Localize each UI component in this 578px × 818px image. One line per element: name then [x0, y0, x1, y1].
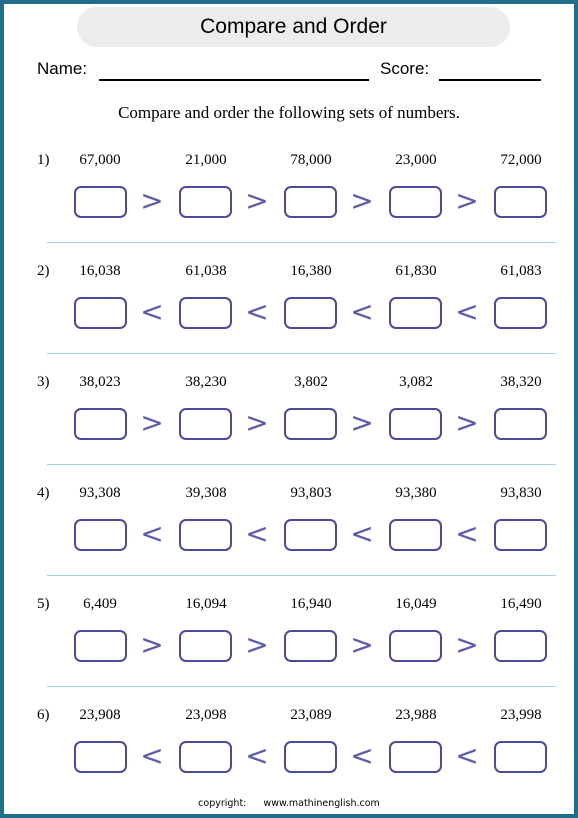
problem-number: 6) — [37, 707, 50, 723]
given-number: 72,000 — [500, 152, 542, 168]
answer-box[interactable] — [74, 408, 127, 440]
less-than-sign: < — [455, 517, 479, 550]
row-divider — [47, 353, 556, 354]
answer-box[interactable] — [284, 408, 337, 440]
problem-row — [4, 140, 574, 251]
greater-than-sign: > — [455, 406, 479, 439]
name-blank-line[interactable] — [99, 79, 369, 81]
problem-number: 2) — [37, 263, 50, 279]
answer-box[interactable] — [179, 519, 232, 551]
given-number: 21,000 — [185, 152, 227, 168]
answer-box[interactable] — [74, 741, 127, 773]
less-than-sign: < — [140, 295, 164, 328]
answer-box[interactable] — [494, 186, 547, 218]
given-number: 93,308 — [79, 485, 121, 501]
given-number: 23,908 — [79, 707, 121, 723]
given-number: 23,988 — [395, 707, 437, 723]
answer-box[interactable] — [494, 741, 547, 773]
name-label: Name: — [37, 59, 88, 78]
answer-box[interactable] — [389, 408, 442, 440]
given-number: 16,049 — [395, 596, 437, 612]
answer-box[interactable] — [74, 630, 127, 662]
given-number: 3,802 — [294, 374, 328, 390]
given-number: 23,098 — [185, 707, 227, 723]
given-number: 93,830 — [500, 485, 542, 501]
given-number: 23,089 — [290, 707, 332, 723]
given-number: 16,094 — [185, 596, 227, 612]
given-number: 3,082 — [399, 374, 433, 390]
given-number: 39,308 — [185, 485, 227, 501]
problem-row — [4, 695, 574, 806]
less-than-sign: < — [245, 517, 269, 550]
problem-number: 5) — [37, 596, 50, 612]
answer-box[interactable] — [179, 630, 232, 662]
problem-number: 4) — [37, 485, 50, 501]
answer-box[interactable] — [389, 519, 442, 551]
given-number: 23,000 — [395, 152, 437, 168]
greater-than-sign: > — [245, 184, 269, 217]
problem-list — [4, 140, 574, 806]
given-number: 23,998 — [500, 707, 542, 723]
problem-number: 3) — [37, 374, 50, 390]
greater-than-sign: > — [350, 406, 374, 439]
given-number: 16,038 — [79, 263, 121, 279]
problem-number: 1) — [37, 152, 50, 168]
answer-box[interactable] — [389, 630, 442, 662]
answer-box[interactable] — [389, 297, 442, 329]
given-number: 16,940 — [290, 596, 332, 612]
row-divider — [47, 242, 556, 243]
row-divider — [47, 575, 556, 576]
answer-box[interactable] — [179, 297, 232, 329]
instructions: Compare and order the following sets of numbers. — [118, 103, 460, 122]
given-number: 61,830 — [395, 263, 437, 279]
greater-than-sign: > — [140, 406, 164, 439]
less-than-sign: < — [245, 739, 269, 772]
less-than-sign: < — [455, 739, 479, 772]
score-label: Score: — [380, 59, 430, 78]
greater-than-sign: > — [245, 628, 269, 661]
answer-box[interactable] — [284, 630, 337, 662]
given-number: 93,803 — [290, 485, 332, 501]
answer-box[interactable] — [179, 408, 232, 440]
given-number: 38,320 — [500, 374, 542, 390]
copyright-label: copyright: — [198, 798, 247, 809]
name-score-row — [37, 59, 547, 83]
given-number: 61,038 — [185, 263, 227, 279]
footer — [4, 798, 574, 809]
problem-row — [4, 473, 574, 584]
answer-box[interactable] — [494, 630, 547, 662]
answer-box[interactable] — [389, 741, 442, 773]
worksheet-title — [77, 7, 510, 47]
answer-box[interactable] — [74, 297, 127, 329]
given-number: 6,409 — [83, 596, 117, 612]
score-blank-line[interactable] — [439, 79, 541, 81]
given-number: 61,083 — [500, 263, 542, 279]
given-number: 38,230 — [185, 374, 227, 390]
given-number: 78,000 — [290, 152, 332, 168]
greater-than-sign: > — [350, 628, 374, 661]
answer-box[interactable] — [494, 519, 547, 551]
less-than-sign: < — [350, 295, 374, 328]
less-than-sign: < — [350, 739, 374, 772]
given-number: 93,380 — [395, 485, 437, 501]
less-than-sign: < — [245, 295, 269, 328]
greater-than-sign: > — [350, 184, 374, 217]
greater-than-sign: > — [455, 628, 479, 661]
answer-box[interactable] — [284, 186, 337, 218]
greater-than-sign: > — [455, 184, 479, 217]
greater-than-sign: > — [140, 184, 164, 217]
problem-row — [4, 584, 574, 695]
less-than-sign: < — [140, 517, 164, 550]
answer-box[interactable] — [179, 741, 232, 773]
problem-row — [4, 362, 574, 473]
less-than-sign: < — [455, 295, 479, 328]
answer-box[interactable] — [74, 186, 127, 218]
greater-than-sign: > — [245, 406, 269, 439]
less-than-sign: < — [140, 739, 164, 772]
given-number: 16,380 — [290, 263, 332, 279]
given-number: 16,490 — [500, 596, 542, 612]
less-than-sign: < — [350, 517, 374, 550]
problem-row — [4, 251, 574, 362]
greater-than-sign: > — [140, 628, 164, 661]
answer-box[interactable] — [74, 519, 127, 551]
answer-box[interactable] — [494, 297, 547, 329]
answer-box[interactable] — [284, 519, 337, 551]
footer-url: www.mathinenglish.com — [263, 798, 380, 809]
given-number: 38,023 — [79, 374, 121, 390]
row-divider — [47, 464, 556, 465]
answer-box[interactable] — [494, 408, 547, 440]
answer-box[interactable] — [389, 186, 442, 218]
answer-box[interactable] — [284, 741, 337, 773]
row-divider — [47, 686, 556, 687]
answer-box[interactable] — [284, 297, 337, 329]
title-text: Compare and Order — [200, 15, 387, 38]
answer-box[interactable] — [179, 186, 232, 218]
given-number: 67,000 — [79, 152, 121, 168]
